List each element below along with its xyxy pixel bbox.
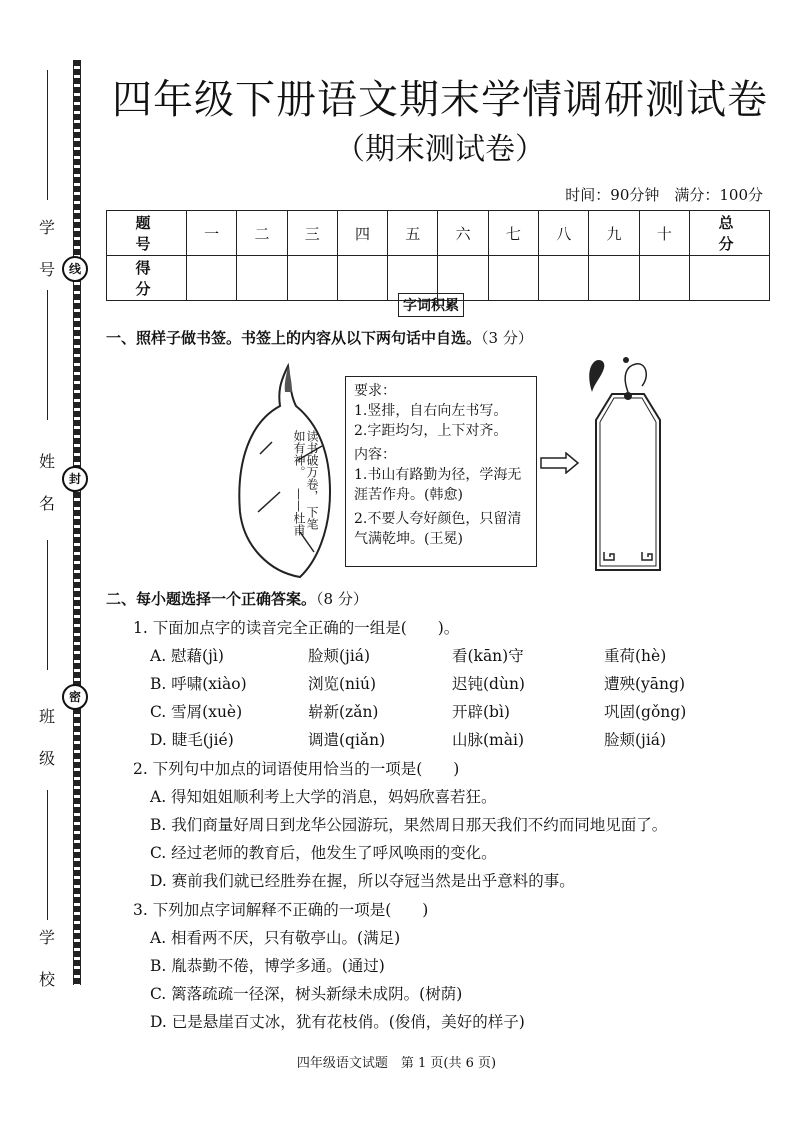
side-line-2: [47, 290, 48, 420]
q2-2-stem: 2. 下列句中加点的词语使用恰当的一项是( ): [133, 760, 460, 778]
score-cell[interactable]: [589, 256, 639, 301]
content-title: 内容：: [354, 447, 396, 463]
q2-1-option-d-3: 山脉(mài): [452, 731, 524, 749]
leaf-poem-line-2: 下笔如有神。: [292, 430, 319, 530]
page-footer: 四年级语文试题 第 1 页(共 6 页): [296, 1056, 497, 1071]
q2-3-option-b[interactable]: B. 胤恭勤不倦，博学多通。(通过): [150, 957, 385, 975]
q2-3-option-a[interactable]: A. 相看两不厌，只有敬亭山。(满足): [150, 929, 401, 947]
time-info: 时间：90分钟 满分：100分: [565, 186, 763, 204]
seal-secret: 密: [62, 684, 88, 710]
q2-1-option-a[interactable]: A. 慰藉(jì): [150, 647, 224, 665]
q2-2-option-b[interactable]: B. 我们商量好周日到龙华公园游玩，果然周日那天我们不约而同地见面了。: [150, 816, 668, 834]
score-cell[interactable]: [237, 256, 287, 301]
side-line-1: [47, 70, 48, 200]
score-col-2: 二: [237, 211, 287, 256]
q2-1-option-a-2: 脸颊(jiá): [308, 647, 371, 665]
score-col-5: 五: [388, 211, 438, 256]
q2-1-option-c[interactable]: C. 雪屑(xuè): [150, 703, 243, 721]
q2-points: （8 分）: [316, 590, 368, 608]
score-header-row: [107, 211, 770, 256]
score-cell[interactable]: [639, 256, 689, 301]
q2-3-stem: 3. 下列加点字词解释不正确的一项是( ): [133, 901, 429, 919]
q2-1-option-c-3: 开辟(bì): [452, 703, 510, 721]
content-item-2: 2.不要人夸好颜色，只留清气满乾坤。(王冕): [354, 511, 522, 547]
score-cell[interactable]: [488, 256, 538, 301]
requirements-box: [345, 376, 537, 567]
score-col-1: 一: [187, 211, 237, 256]
score-row-label: 得 分: [107, 256, 187, 301]
page-subtitle: （期末测试卷）: [335, 132, 545, 167]
q1-heading-text: 一、照样子做书签。书签上的内容从以下两句话中自选。: [106, 329, 482, 347]
leaf-poem-line-3: ——杜甫: [292, 487, 306, 536]
q2-2-option-d[interactable]: D. 赛前我们就已经胜券在握，所以夺冠当然是出乎意料的事。: [150, 872, 575, 890]
side-line-3: [47, 540, 48, 670]
section-tag: 字词积累: [398, 293, 464, 317]
q2-1-option-c-2: 崭新(zǎn): [308, 703, 379, 721]
req-title: 要求：: [354, 383, 396, 399]
side-label-student-id: 学 号: [38, 218, 55, 279]
content-item-1: 1.书山有路勤为径，学海无涯苦作舟。(韩愈): [354, 467, 522, 503]
q2-1-option-b[interactable]: B. 呼啸(xiào): [150, 675, 247, 693]
binding-chain: [73, 60, 81, 985]
arrow-right-icon: [540, 452, 580, 474]
side-label-class: 班 级: [38, 707, 55, 768]
score-col-4: 四: [337, 211, 387, 256]
req-item-2: 2.字距均匀，上下对齐。: [354, 423, 508, 439]
q2-heading-text: 二、每小题选择一个正确答案。: [106, 590, 317, 608]
q2-2-option-a[interactable]: A. 得知姐姐顺利考上大学的消息，妈妈欣喜若狂。: [150, 788, 497, 806]
q2-1-option-d-2: 调遣(qiǎn): [308, 731, 386, 749]
score-col-7: 七: [488, 211, 538, 256]
score-header-label: 题 号: [107, 211, 187, 256]
score-cell[interactable]: [690, 256, 770, 301]
side-line-4: [47, 790, 48, 920]
q2-1-option-d-4: 脸颊(jiá): [604, 731, 667, 749]
score-col-9: 九: [589, 211, 639, 256]
blank-bookmark[interactable]: [586, 356, 668, 576]
q2-1-stem: 1. 下面加点字的读音完全正确的一组是( )。: [133, 619, 460, 637]
q2-1-option-d[interactable]: D. 睫毛(jié): [150, 731, 234, 749]
leaf-poem: [258, 430, 318, 540]
leaf-poem-line-1: 读书破万卷，: [305, 430, 319, 502]
score-col-6: 六: [438, 211, 488, 256]
q1-heading: [106, 327, 533, 348]
q2-heading: [106, 588, 368, 609]
q2-3-option-c[interactable]: C. 篱落疏疏一径深，树头新绿未成阴。(树荫): [150, 985, 463, 1003]
q2-1-option-c-4: 巩固(gǒng): [604, 703, 687, 721]
q2-3-option-d[interactable]: D. 已是悬崖百丈冰，犹有花枝俏。(俊俏，美好的样子): [150, 1013, 525, 1031]
side-label-school: 学 校: [38, 928, 55, 989]
score-cell[interactable]: [187, 256, 237, 301]
q2-2-option-c[interactable]: C. 经过老师的教育后，他发生了呼风唤雨的变化。: [150, 844, 497, 862]
q2-1-option-a-4: 重荷(hè): [604, 647, 667, 665]
score-table: [106, 210, 777, 301]
q2-1-option-b-2: 浏览(niú): [308, 675, 377, 693]
q2-1-option-b-3: 迟钝(dùn): [452, 675, 525, 693]
seal-line: 线: [62, 256, 88, 282]
score-col-total: 总 分: [690, 211, 770, 256]
score-col-8: 八: [539, 211, 589, 256]
page-title: 四年级下册语文期末学情调研测试卷: [112, 77, 768, 123]
score-cell[interactable]: [287, 256, 337, 301]
req-item-1: 1.竖排，自右向左书写。: [354, 403, 508, 419]
q2-1-option-a-3: 看(kān)守: [452, 647, 524, 665]
score-col-3: 三: [287, 211, 337, 256]
q1-points: （3 分）: [481, 329, 533, 347]
score-cell[interactable]: [337, 256, 387, 301]
side-label-name: 姓 名: [38, 452, 55, 513]
seal-seal: 封: [62, 466, 88, 492]
score-cell[interactable]: [539, 256, 589, 301]
score-col-10: 十: [639, 211, 689, 256]
q2-1-option-b-4: 遭殃(yāng): [604, 675, 685, 693]
